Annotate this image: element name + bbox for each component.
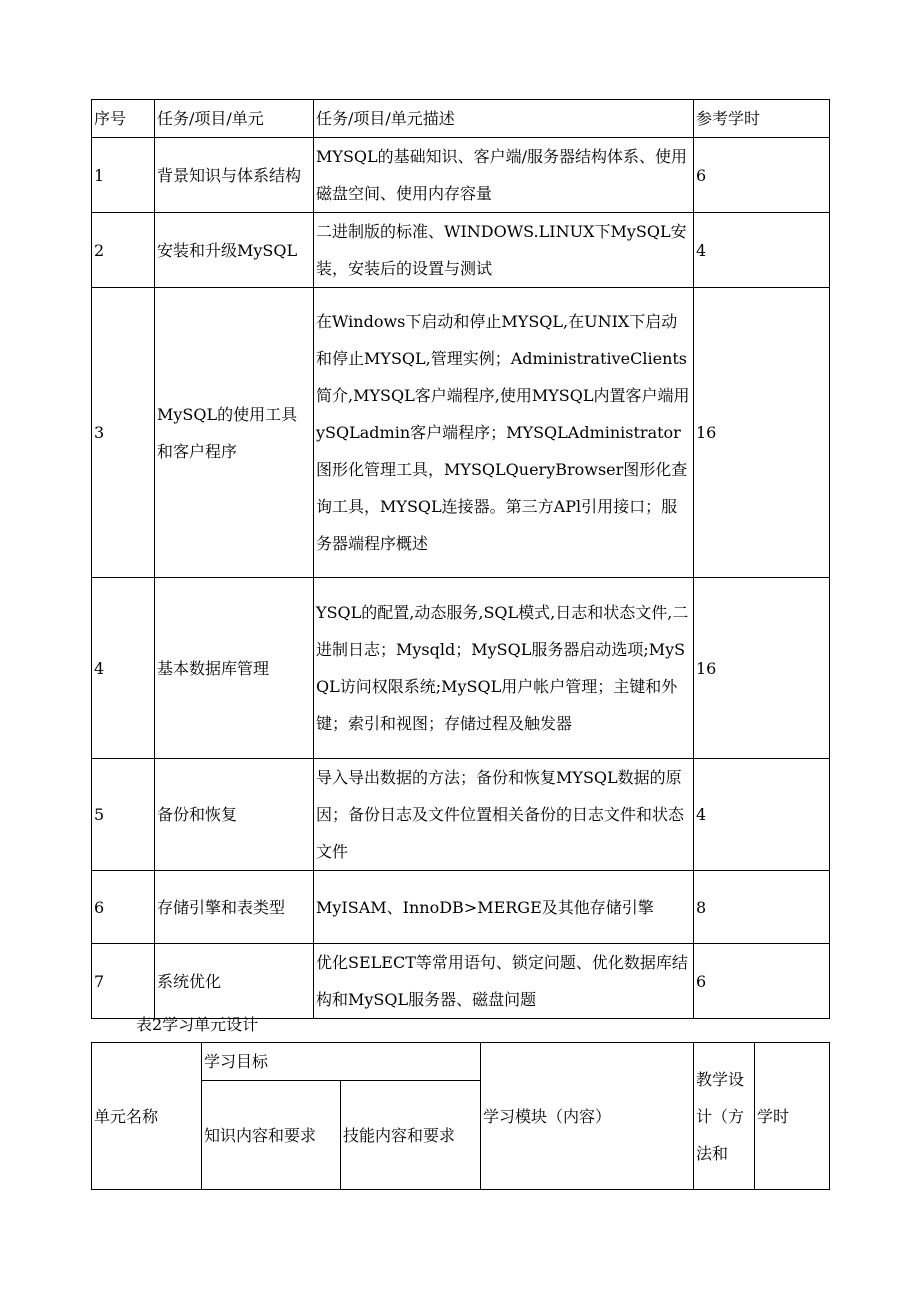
knowledge-header: 知识内容和要求 xyxy=(202,1081,341,1190)
header-cell: 任务/项目/单元描述 xyxy=(314,100,694,138)
header-cell: 任务/项目/单元 xyxy=(155,100,314,138)
course-units-table xyxy=(91,99,830,1019)
table-row xyxy=(92,288,830,578)
row-number: 7 xyxy=(92,944,155,1019)
table-row xyxy=(92,944,830,1019)
header-cell: 参考学时 xyxy=(694,100,830,138)
unit-description: 导入导出数据的方法；备份和恢复MYSQL数据的原因；备份日志及文件位置相关备份的日志文件和状态文件 xyxy=(314,759,694,871)
skills-header: 技能内容和要求 xyxy=(341,1081,481,1190)
hours-header: 学时 xyxy=(755,1043,830,1190)
unit-name: 基本数据库管理 xyxy=(155,578,314,759)
table-row xyxy=(92,578,830,759)
learning-module-header: 学习模块（内容） xyxy=(481,1043,694,1190)
header-cell: 序号 xyxy=(92,100,155,138)
teaching-design-header: 教学设计（方法和 xyxy=(694,1043,755,1190)
learning-unit-design-table xyxy=(91,1042,830,1190)
unit-description: MYSQL的基础知识、客户端/服务器结构体系、使用磁盘空间、使用内存容量 xyxy=(314,138,694,213)
unit-description: 二进制版的标准、WINDOWS.LINUX下MySQL安装，安装后的设置与测试 xyxy=(314,213,694,288)
table-header-row xyxy=(92,1043,830,1081)
table-header-row xyxy=(92,100,830,138)
unit-hours: 4 xyxy=(694,759,830,871)
unit-hours: 16 xyxy=(694,288,830,578)
unit-description: 在Windows下启动和停止MYSQL,在UNIX下启动和停止MYSQL,管理实例；AdministrativeClients简介,MYSQL客户端程序,使用MYSQL内置客户端用ySQLadmin客户端程序；MYSQLAdministrator图形化管理工具，MYSQLQueryBrowser图形化查询工具，MYSQL连接器。第三方APl引用接口；服务器端程序概述 xyxy=(314,288,694,578)
row-number: 6 xyxy=(92,871,155,944)
unit-name: 存储引擎和表类型 xyxy=(155,871,314,944)
row-number: 4 xyxy=(92,578,155,759)
unit-name: 背景知识与体系结构 xyxy=(155,138,314,213)
unit-name-header: 单元名称 xyxy=(92,1043,202,1190)
learning-goal-header: 学习目标 xyxy=(202,1043,481,1081)
unit-hours: 4 xyxy=(694,213,830,288)
unit-hours: 6 xyxy=(694,944,830,1019)
row-number: 5 xyxy=(92,759,155,871)
row-number: 2 xyxy=(92,213,155,288)
unit-description: 优化SELECT等常用语句、锁定问题、优化数据库结构和MySQL服务器、磁盘问题 xyxy=(314,944,694,1019)
unit-hours: 6 xyxy=(694,138,830,213)
unit-hours: 8 xyxy=(694,871,830,944)
table-row xyxy=(92,138,830,213)
unit-description: MyISAM、InnoDB>MERGE及其他存储引擎 xyxy=(314,871,694,944)
unit-name: 系统优化 xyxy=(155,944,314,1019)
row-number: 1 xyxy=(92,138,155,213)
table-row xyxy=(92,213,830,288)
table-row xyxy=(92,759,830,871)
unit-description: YSQL的配置,动态服务,SQL模式,日志和状态文件,二进制日志；Mysqld；MySQL服务器启动选项;MySQL访问权限系统;MySQL用户帐户管理；主键和外键；索引和视图；存储过程及触发器 xyxy=(314,578,694,759)
row-number: 3 xyxy=(92,288,155,578)
unit-name: 安装和升级MySQL xyxy=(155,213,314,288)
table-caption: 表2学习单元设计 xyxy=(136,1015,259,1034)
unit-name: MySQL的使用工具和客户程序 xyxy=(155,288,314,578)
table-row xyxy=(92,871,830,944)
unit-hours: 16 xyxy=(694,578,830,759)
unit-name: 备份和恢复 xyxy=(155,759,314,871)
